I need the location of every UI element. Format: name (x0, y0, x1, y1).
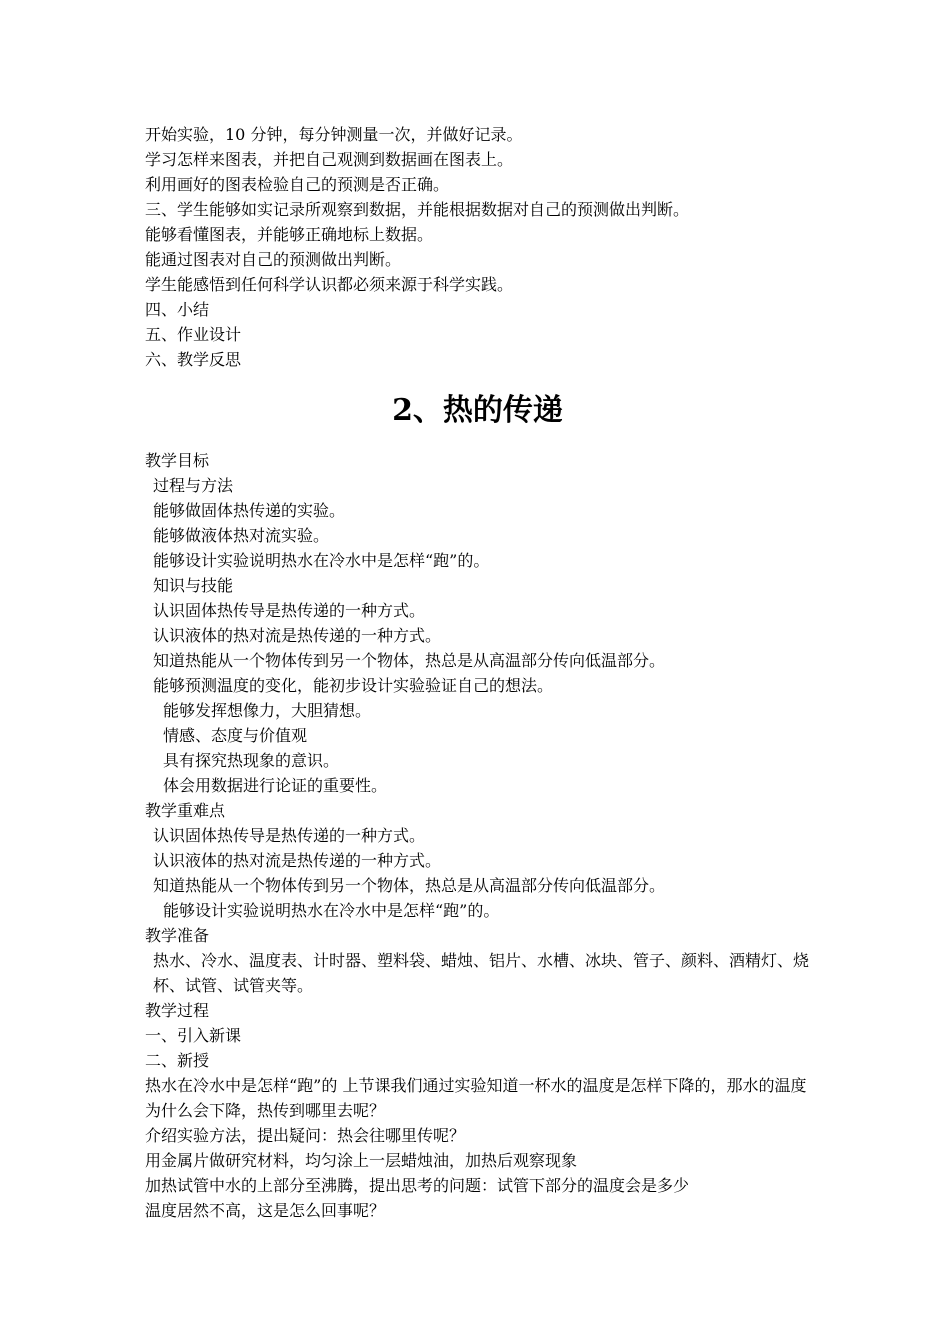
text-line: 能够看懂图表，并能够正确地标上数据。 (145, 225, 434, 244)
text-line: 温度居然不高，这是怎么回事呢？ (145, 1201, 386, 1220)
text-line: 认识液体的热对流是热传递的一种方式。 (153, 851, 442, 870)
materials-paragraph: 热水、冷水、温度表、计时器、塑料袋、蜡烛、铝片、水槽、冰块、管子、颜料、酒精灯、烧杯、试管、试管夹等。 (153, 951, 810, 995)
section-heading: 四、小结 (145, 300, 210, 319)
text-line: 学生能感悟到任何科学认识都必须来源于科学实践。 (145, 275, 514, 294)
text-line: 加热试管中水的上部分至沸腾，提出思考的问题：试管下部分的温度会是多少 (145, 1176, 690, 1195)
text-line: 知道热能从一个物体传到另一个物体，热总是从高温部分传向低温部分。 (153, 876, 666, 895)
section-heading: 教学准备 (145, 926, 210, 945)
text-line: 三、学生能够如实记录所观察到数据，并能根据数据对自己的预测做出判断。 (145, 200, 690, 219)
subsection-heading: 过程与方法 (153, 476, 234, 495)
section-heading: 六、教学反思 (145, 350, 242, 369)
text-line: 能通过图表对自己的预测做出判断。 (145, 250, 402, 269)
text-line: 体会用数据进行论证的重要性。 (163, 776, 388, 795)
text-line: 能够设计实验说明热水在冷水中是怎样“跑”的。 (153, 551, 490, 570)
text-line: 认识液体的热对流是热传递的一种方式。 (153, 626, 442, 645)
subsection-heading: 情感、态度与价值观 (163, 726, 308, 745)
section-heading: 教学过程 (145, 1001, 210, 1020)
text-line: 开始实验，10 分钟，每分钟测量一次，并做好记录。 (145, 125, 523, 144)
text-line: 能够设计实验说明热水在冷水中是怎样“跑”的。 (163, 901, 500, 920)
section-heading: 二、新授 (145, 1051, 210, 1070)
text-line: 认识固体热传导是热传递的一种方式。 (153, 826, 426, 845)
section-heading: 教学目标 (145, 451, 210, 470)
section-heading: 五、作业设计 (145, 325, 242, 344)
text-line: 认识固体热传导是热传递的一种方式。 (153, 601, 426, 620)
hot-water-paragraph: 热水在冷水中是怎样“跑”的 上节课我们通过实验知道一杯水的温度是怎样下降的，那水的温度为什么会下降，热传到哪里去呢？ (145, 1076, 807, 1120)
text-line: 能够预测温度的变化，能初步设计实验验证自己的想法。 (153, 676, 554, 695)
section-heading: 教学重难点 (145, 801, 226, 820)
text-line: 用金属片做研究材料，均匀涂上一层蜡烛油，加热后观察现象 (145, 1151, 578, 1170)
text-line: 能够发挥想像力，大胆猜想。 (163, 701, 372, 720)
section-heading: 一、引入新课 (145, 1026, 242, 1045)
subsection-heading: 知识与技能 (153, 576, 234, 595)
text-line: 利用画好的图表检验自己的预测是否正确。 (145, 175, 450, 194)
text-line: 具有探究热现象的意识。 (163, 751, 340, 770)
text-line: 知道热能从一个物体传到另一个物体，热总是从高温部分传向低温部分。 (153, 651, 666, 670)
text-line: 能够做固体热传递的实验。 (153, 501, 346, 520)
text-line: 介绍实验方法，提出疑问：热会往哪里传呢？ (145, 1126, 466, 1145)
lesson-title: 2、热的传递 (392, 393, 563, 428)
document-content (145, 122, 810, 1223)
text-line: 能够做液体热对流实验。 (153, 526, 330, 545)
text-line: 学习怎样来图表，并把自己观测到数据画在图表上。 (145, 150, 514, 169)
